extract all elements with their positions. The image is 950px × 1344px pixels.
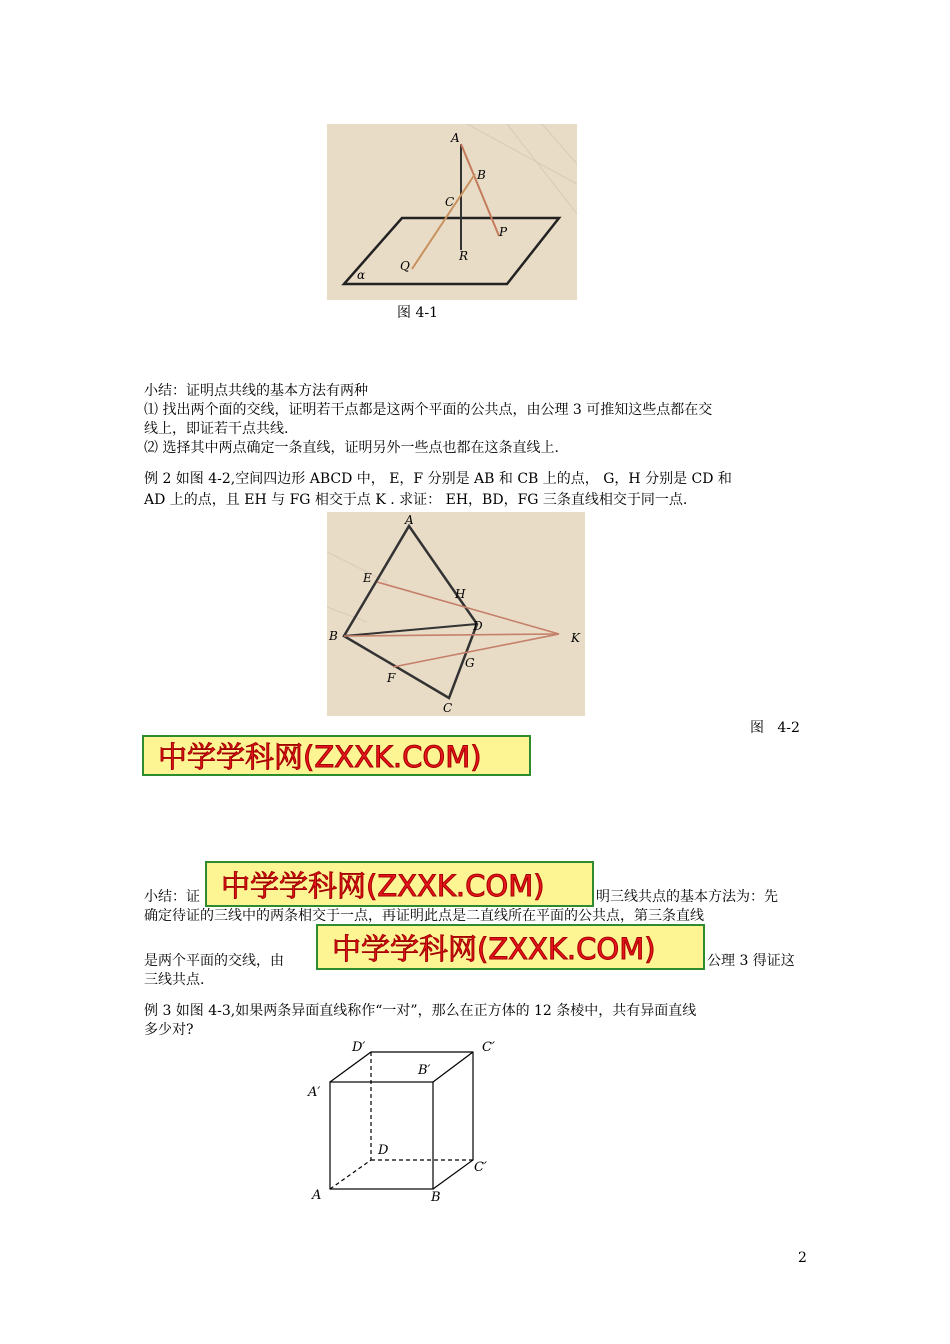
label-C: C	[445, 195, 455, 209]
label-B: B	[477, 168, 486, 182]
summary1-line1: 小结：证明点共线的基本方法有两种	[144, 383, 368, 399]
label-B: B	[431, 1190, 441, 1205]
watermark-banner	[316, 924, 705, 970]
figure-4-1-diagram	[327, 124, 577, 300]
example3-line1: 例 3 如图 4-3,如果两条异面直线称作“一对”，那么在正方体的 12 条棱中，共有异面直线	[144, 1003, 697, 1019]
summary2-line3-left: 是两个平面的交线，由	[144, 953, 284, 969]
label-A: A	[451, 131, 460, 145]
label-K: K	[571, 631, 580, 645]
label-F: F	[387, 671, 396, 685]
label-C: C′	[474, 1160, 487, 1175]
label-B: B	[329, 629, 338, 643]
label-C: C	[443, 701, 453, 715]
figure-4-2	[327, 512, 585, 716]
summary2-line3-right: 公理 3 得证这	[707, 953, 795, 969]
label-B1: B′	[418, 1063, 431, 1078]
label-D1: D′	[352, 1040, 366, 1055]
summary2-line1-right: 明三线共点的基本方法为：先	[596, 889, 778, 905]
label-A1: A′	[308, 1085, 321, 1100]
summary2-line1-left: 小结：证	[144, 889, 200, 905]
label-D: D	[378, 1143, 389, 1158]
label-D: D	[473, 619, 483, 633]
label-R: R	[459, 249, 469, 263]
summary1-line2: ⑴ 找出两个面的交线，证明若干点都是这两个平面的公共点，由公理 3 可推知这些点都在交	[144, 402, 713, 418]
summary2-line4: 三线共点.	[144, 972, 205, 988]
figure-4-1	[327, 124, 577, 300]
figure-4-2-caption: 图 4-2	[750, 720, 800, 736]
example3-line2: 多少对?	[144, 1022, 194, 1038]
example2-line2: AD 上的点，且 EH 与 FG 相交于点 K . 求证： EH，BD，FG 三条直线相交于同一点.	[144, 492, 688, 508]
label-alpha: α	[357, 268, 366, 282]
label-A: A	[405, 513, 414, 527]
watermark-text: 中学学科网(ZXXK.COM)	[332, 931, 656, 966]
summary2-line2: 确定待证的三线中的两条相交于一点，再证明此点是二直线所在平面的公共点，第三条直线	[144, 908, 704, 924]
watermark-text: 中学学科网(ZXXK.COM)	[158, 740, 482, 774]
example2-line1: 例 2 如图 4-2,空间四边形 ABCD 中， E，F 分别是 AB 和 CB 上的点， G，H 分别是 CD 和	[144, 471, 732, 487]
watermark-banner	[205, 861, 594, 907]
label-C1: C′	[482, 1040, 495, 1055]
figure-4-3-cube	[300, 1034, 520, 1209]
label-E: E	[363, 571, 372, 585]
figure-4-1-caption: 图 4-1	[397, 305, 438, 321]
watermark-text: 中学学科网(ZXXK.COM)	[221, 868, 545, 903]
label-G: G	[465, 656, 475, 670]
label-A: A	[312, 1188, 322, 1203]
label-H: H	[455, 587, 466, 601]
page-number: 2	[798, 1250, 807, 1266]
label-Q: Q	[400, 259, 410, 273]
summary1-line4: ⑵ 选择其中两点确定一条直线，证明另外一些点也都在这条直线上.	[144, 440, 559, 456]
summary1-line3: 线上，即证若干点共线.	[144, 421, 289, 437]
figure-4-2-diagram	[327, 512, 585, 716]
watermark-banner	[142, 735, 531, 776]
label-P: P	[499, 225, 508, 239]
